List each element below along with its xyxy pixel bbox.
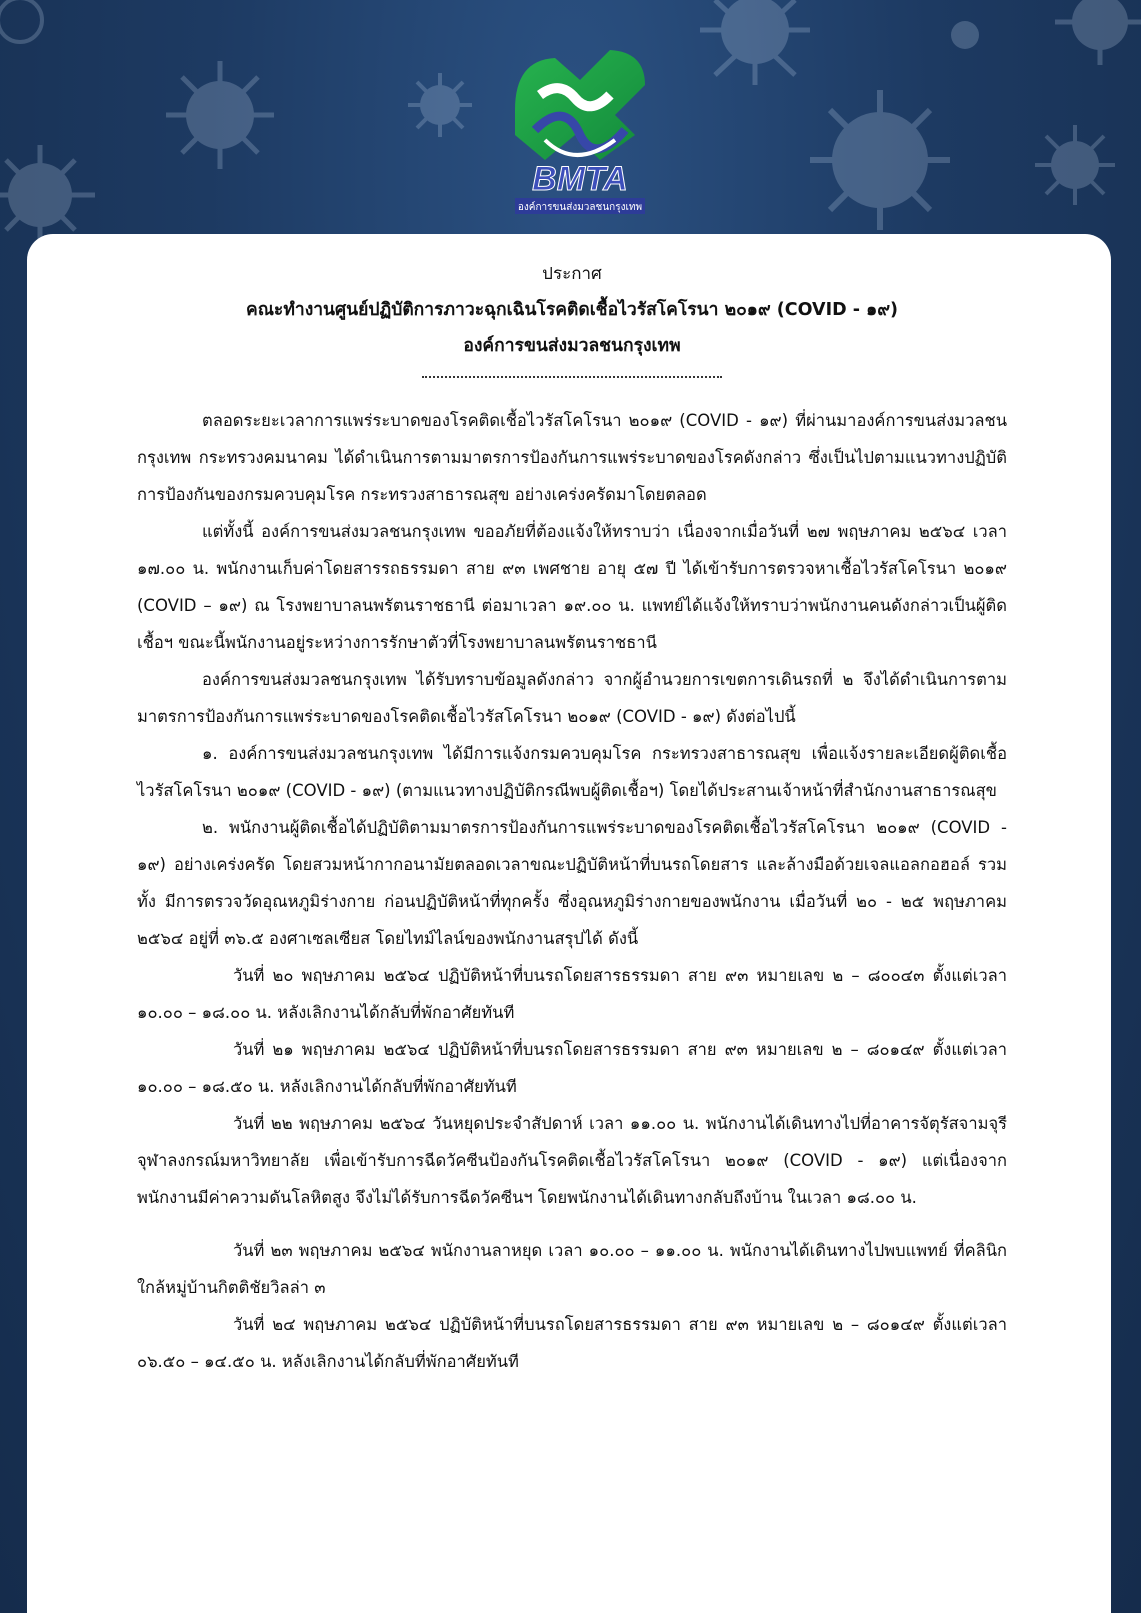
virus-icon — [800, 80, 960, 230]
virus-icon — [0, 0, 70, 60]
announcement-body — [137, 402, 1007, 1380]
organization-title: องค์การขนส่งมวลชนกรุงเทพ — [463, 336, 681, 356]
timeline-item: วันที่ ๒๔ พฤษภาคม ๒๕๖๔ ปฏิบัติหน้าที่บนรถโดยสารธรรมดา สาย ๙๓ หมายเลข ๒ – ๘๐๑๔๙ ตั้งแต่เวลา ๐๖.๕๐ – ๑๔.๕๐ น. หลังเลิกงานได้กลับที่พักอาศัยทันที — [137, 1315, 1007, 1371]
virus-icon — [405, 70, 475, 140]
timeline-item: วันที่ ๒๓ พฤษภาคม ๒๕๖๔ พนักงานลาหยุด เวลา ๑๐.๐๐ – ๑๑.๐๐ น. พนักงานได้เดินทางไปพบแพทย์ ที่คลินิกใกล้หมู่บ้านกิตติชัยวิลล่า ๓ — [137, 1241, 1007, 1297]
virus-icon — [690, 0, 820, 90]
dotted-divider — [422, 366, 722, 378]
virus-icon — [160, 55, 280, 175]
paragraph: แต่ทั้งนี้ องค์การขนส่งมวลชนกรุงเทพ ขออภัยที่ต้องแจ้งให้ทราบว่า เนื่องจากเมื่อวันที่ ๒๗ พฤษภาคม ๒๕๖๔ เวลา ๑๗.๐๐ น. พนักงานเก็บค่าโดยสารรถธรรมดา สาย ๙๓ เพศชาย อายุ ๕๗ ปี ได้เข้ารับการตรวจหาเชื้อไวรัสโคโรนา ๒๐๑๙ (COVID – ๑๙) ณ โรงพยาบาลนพรัตนราชธานี ต่อมาเวลา ๑๙.๐๐ น. แพทย์ได้แจ้งให้ทราบว่าพนักงานคนดังกล่าวเป็นผู้ติดเชื้อฯ ขณะนี้พนักงานอยู่ระหว่างการรักษาตัวที่โรงพยาบาลนพรัตนราชธานี — [137, 522, 1007, 652]
announcement-header — [137, 256, 1007, 378]
paragraph: ๒. พนักงานผู้ติดเชื้อได้ปฏิบัติตามมาตรการป้องกันการแพร่ระบาดของโรคติดเชื้อไวรัสโคโรนา ๒๐๑๙ (COVID - ๑๙) อย่างเคร่งครัด โดยสวมหน้ากากอนามัยตลอดเวลาขณะปฏิบัติหน้าที่บนรถโดยสาร และล้างมือด้วยเจลแอลกอฮอล์ รวมทั้ง มีการตรวจวัดอุณหภูมิร่างกาย ก่อนปฏิบัติหน้าที่ทุกครั้ง ซึ่งอุณหภูมิร่างกายของพนักงาน เมื่อวันที่ ๒๐ - ๒๕ พฤษภาคม ๒๕๖๔ อยู่ที่ ๓๖.๕ องศาเซลเซียส โดยไทม์ไลน์ของพนักงานสรุปได้ ดังนี้ — [137, 818, 1007, 948]
timeline-item: วันที่ ๒๑ พฤษภาคม ๒๕๖๔ ปฏิบัติหน้าที่บนรถโดยสารธรรมดา สาย ๙๓ หมายเลข ๒ – ๘๐๑๔๙ ตั้งแต่เวลา ๑๐.๐๐ – ๑๘.๕๐ น. หลังเลิกงานได้กลับที่พักอาศัยทันที — [137, 1040, 1007, 1096]
announcement-type: ประกาศ — [542, 264, 602, 284]
committee-title: คณะทำงานศูนย์ปฏิบัติการภาวะฉุกเฉินโรคติดเชื้อไวรัสโคโรนา ๒๐๑๙ (COVID - ๑๙) — [245, 300, 899, 320]
timeline-item: วันที่ ๒๒ พฤษภาคม ๒๕๖๔ วันหยุดประจำสัปดาห์ เวลา ๑๑.๐๐ น. พนักงานได้เดินทางไปที่อาคารจัตุรัสจามจุรี จุฬาลงกรณ์มหาวิทยาลัย เพื่อเข้ารับการฉีดวัคซีนป้องกันโรคติดเชื้อไวรัสโคโรนา ๒๐๑๙ (COVID - ๑๙) แต่เนื่องจากพนักงานมีค่าความดันโลหิตสูง จึงไม่ได้รับการฉีดวัคซีนฯ โดยพนักงานได้เดินทางกลับถึงบ้าน ในเวลา ๑๘.๐๐ น. — [137, 1114, 1007, 1207]
paragraph: องค์การขนส่งมวลชนกรุงเทพ ได้รับทราบข้อมูลดังกล่าว จากผู้อำนวยการเขตการเดินรถที่ ๒ จึงได้ดำเนินการตามมาตรการป้องกันการแพร่ระบาดของโรคติดเชื้อไวรัสโคโรนา ๒๐๑๙ (COVID - ๑๙) ดังต่อไปนี้ — [137, 670, 1007, 726]
bmta-emblem-icon — [505, 40, 655, 218]
svg-text:BMTA: BMTA — [532, 160, 628, 198]
timeline-item: วันที่ ๒๐ พฤษภาคม ๒๕๖๔ ปฏิบัติหน้าที่บนรถโดยสารธรรมดา สาย ๙๓ หมายเลข ๒ – ๘๐๐๔๓ ตั้งแต่เวลา ๑๐.๐๐ – ๑๘.๐๐ น. หลังเลิกงานได้กลับที่พักอาศัยทันที — [137, 966, 1007, 1022]
svg-text:องค์การขนส่งมวลชนกรุงเทพ: องค์การขนส่งมวลชนกรุงเทพ — [517, 202, 643, 213]
virus-icon — [1030, 0, 1141, 70]
paragraph: ๑. องค์การขนส่งมวลชนกรุงเทพ ได้มีการแจ้งกรมควบคุมโรค กระทรวงสาธารณสุข เพื่อแจ้งรายละเอียดผู้ติดเชื้อไวรัสโคโรนา ๒๐๑๙ (COVID - ๑๙) (ตามแนวทางปฏิบัติกรณีพบผู้ติดเชื้อฯ) โดยได้ประสานเจ้าหน้าที่สำนักงานสาธารณสุข — [137, 744, 1007, 800]
bmta-logo — [505, 40, 655, 218]
paragraph: ตลอดระยะเวลาการแพร่ระบาดของโรคติดเชื้อไวรัสโคโรนา ๒๐๑๙ (COVID - ๑๙) ที่ผ่านมาองค์การขนส่งมวลชนกรุงเทพ กระทรวงคมนาคม ได้ดำเนินการตามมาตรการป้องกันการแพร่ระบาดของโรคดังกล่าว ซึ่งเป็นไปตามแนวทางปฏิบัติการป้องกันของกรมควบคุมโรค กระทรวงสาธารณสุข อย่างเคร่งครัดมาโดยตลอด — [137, 411, 1007, 504]
announcement-document — [137, 256, 1007, 1380]
virus-icon — [1030, 120, 1120, 210]
virus-icon — [940, 10, 990, 60]
